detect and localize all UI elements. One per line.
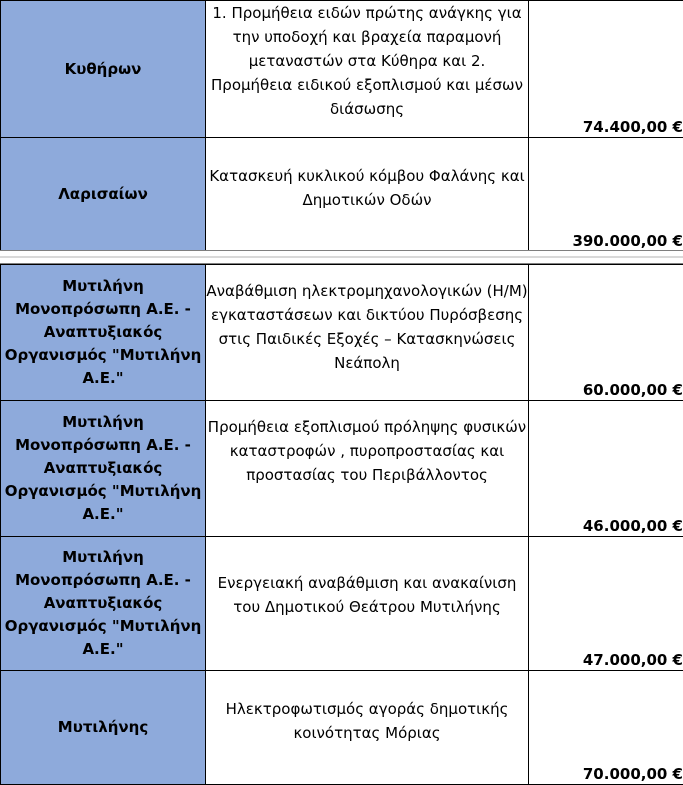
table-row <box>1 537 683 671</box>
table-row <box>1 671 683 785</box>
amount-cell: 74.400,00 € <box>529 1 683 138</box>
amount-cell: 390.000,00 € <box>529 138 683 252</box>
project-cell: Ενεργειακή αναβάθμιση και ανακαίνιση του Δημοτικού Θεάτρου Μυτιλήνης <box>206 537 529 671</box>
amount-cell: 60.000,00 € <box>529 265 683 401</box>
table-row <box>1 401 683 537</box>
amount-cell: 46.000,00 € <box>529 401 683 537</box>
table-row <box>1 1 683 138</box>
project-cell: Κατασκευή κυκλικού κόμβου Φαλάνης και Δημοτικών Οδών <box>206 138 529 252</box>
entity-cell: Μυτιλήνη Μονοπρόσωπη Α.Ε. - Αναπτυξιακός Οργανισμός "Μυτιλήνη Α.Ε." <box>1 537 206 671</box>
project-cell: Ηλεκτροφωτισμός αγοράς δημοτικής κοινότητας Μόριας <box>206 671 529 785</box>
entity-cell: Κυθήρων <box>1 1 206 138</box>
entity-cell: Μυτιλήνη Μονοπρόσωπη Α.Ε. - Αναπτυξιακός Οργανισμός "Μυτιλήνη Α.Ε." <box>1 265 206 401</box>
table-row <box>1 138 683 252</box>
funding-table-bottom <box>0 264 683 785</box>
project-cell: Αναβάθμιση ηλεκτρομηχανολογικών (Η/Μ) εγκαταστάσεων και δικτύου Πυρόσβεσης στις Παιδικές Εξοχές – Κατασκηνώσεις Νεάπολη <box>206 265 529 401</box>
amount-cell: 47.000,00 € <box>529 537 683 671</box>
entity-cell: Λαρισαίων <box>1 138 206 252</box>
table-separator <box>0 250 683 264</box>
amount-cell: 70.000,00 € <box>529 671 683 785</box>
entity-cell: Μυτιλήνη Μονοπρόσωπη Α.Ε. - Αναπτυξιακός Οργανισμός "Μυτιλήνη Α.Ε." <box>1 401 206 537</box>
table-row <box>1 265 683 401</box>
funding-table-top <box>0 0 683 252</box>
project-cell: 1. Προμήθεια ειδών πρώτης ανάγκης για την υποδοχή και βραχεία παραμονή μεταναστών στα Κύθηρα και 2. Προμήθεια ειδικού εξοπλισμού και μέσων διάσωσης <box>206 1 529 138</box>
entity-cell: Μυτιλήνης <box>1 671 206 785</box>
project-cell: Προμήθεια εξοπλισμού πρόληψης φυσικών καταστροφών , πυροπροστασίας και προστασίας του Περιβάλλοντος <box>206 401 529 537</box>
